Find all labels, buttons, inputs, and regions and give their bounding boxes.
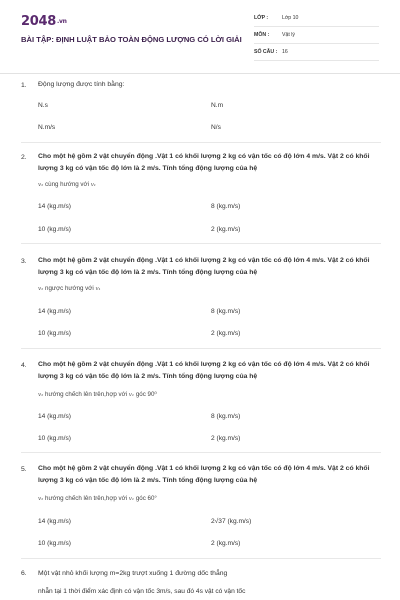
answer-option[interactable]: 14 (kg.m/s): [38, 308, 71, 315]
question-divider: [21, 243, 381, 244]
vector-v2-symbol: v₂: [38, 392, 44, 398]
meta-key-subject: MÔN :: [254, 32, 270, 38]
vector-v2-symbol: v₂: [38, 182, 44, 188]
question-divider: [21, 348, 381, 349]
question-number: 2.: [21, 154, 27, 161]
answer-option[interactable]: 10 (kg.m/s): [38, 540, 71, 547]
logo-suffix: .vn: [56, 18, 67, 25]
answer-option[interactable]: 8 (kg.m/s): [211, 413, 241, 420]
answer-option[interactable]: N.m: [211, 102, 224, 109]
answer-option[interactable]: 10 (kg.m/s): [38, 226, 71, 233]
answer-option[interactable]: N.s: [38, 102, 48, 109]
vector-v1-symbol: v₁: [128, 496, 135, 502]
question-condition: [38, 285, 101, 292]
answer-option[interactable]: 14 (kg.m/s): [38, 203, 71, 210]
question-condition: [38, 495, 157, 502]
header-divider: [0, 73, 400, 74]
vector-v2-symbol: v₂: [38, 496, 44, 502]
question-number: 6.: [21, 570, 27, 577]
meta-row-subject: [254, 29, 379, 44]
answer-option[interactable]: N/s: [211, 124, 221, 131]
meta-value-subject: Vật lý: [282, 32, 295, 38]
vector-v1-symbol: v₁: [128, 392, 135, 398]
answer-option[interactable]: 14 (kg.m/s): [38, 413, 71, 420]
meta-row-question-count: [254, 46, 379, 61]
page-title: BÀI TẬP: ĐỊNH LUẬT BẢO TOÀN ĐỘNG LƯỢNG CÓ LỜI GIẢI: [21, 35, 242, 44]
vector-v1-symbol: v₁: [90, 182, 96, 188]
answer-option[interactable]: 2 (kg.m/s): [211, 435, 241, 442]
question-divider: [21, 558, 381, 559]
condition-angle: góc 60°: [135, 495, 157, 502]
question-divider: [21, 142, 381, 143]
question-number: 5.: [21, 466, 27, 473]
document-header: [0, 0, 400, 70]
question-text: Cho một hệ gồm 2 vật chuyển động .Vật 1 có khối lượng 2 kg có vận tốc có độ lớn 4 m/s. Vật 2 có khối lượng 3 kg có vận tốc độ lớn là 2 m/s. Tính tổng động lượng của hệ: [38, 465, 370, 484]
question-number: 3.: [21, 258, 27, 265]
answer-option[interactable]: 2 (kg.m/s): [211, 226, 241, 233]
meta-key-question-count: SỐ CÂU :: [254, 49, 278, 55]
question-text: Cho một hệ gồm 2 vật chuyển động .Vật 1 có khối lượng 2 kg có vận tốc có độ lớn 4 m/s. Vật 2 có khối lượng 3 kg có vận tốc độ lớn là 2 m/s. Tính tổng động lượng của hệ: [38, 257, 370, 276]
vector-v1-symbol: v₁: [95, 286, 101, 292]
question-number: 4.: [21, 362, 27, 369]
answer-option[interactable]: 14 (kg.m/s): [38, 518, 71, 525]
question-text: Một vật nhỏ khối lượng m=2kg trượt xuống 1 đường dốc thẳng: [38, 570, 228, 577]
answer-option[interactable]: 8 (kg.m/s): [211, 308, 241, 315]
question-condition: [38, 181, 96, 188]
condition-text: cùng hướng với: [45, 181, 89, 188]
condition-text: ngược hướng với: [45, 285, 94, 292]
question-continuation: nhẵn tại 1 thời điểm xác định có vận tốc 3m/s, sau đó 4s vật có vận tốc: [38, 588, 246, 595]
answer-option[interactable]: 2 (kg.m/s): [211, 330, 241, 337]
question-condition: [38, 391, 157, 398]
answer-option[interactable]: 8 (kg.m/s): [211, 203, 241, 210]
question-text: Cho một hệ gồm 2 vật chuyển động .Vật 1 có khối lượng 2 kg có vận tốc có độ lớn 4 m/s. Vật 2 có khối lượng 3 kg có vận tốc độ lớn là 2 m/s. Tính tổng động lượng của hệ: [38, 153, 370, 172]
vector-v2-symbol: v₂: [38, 286, 44, 292]
condition-angle: góc 90⁰: [135, 391, 157, 398]
question-divider: [21, 452, 381, 453]
answer-option[interactable]: 2 (kg.m/s): [211, 540, 241, 547]
answer-option[interactable]: 10 (kg.m/s): [38, 435, 71, 442]
meta-value-class: Lớp 10: [282, 15, 299, 21]
question-text: Động lượng được tính bằng:: [38, 81, 125, 88]
answer-option[interactable]: 10 (kg.m/s): [38, 330, 71, 337]
answer-option[interactable]: N.m/s: [38, 124, 56, 131]
meta-key-class: LỚP :: [254, 15, 269, 21]
meta-row-class: [254, 12, 379, 27]
question-text: Cho một hệ gồm 2 vật chuyển động .Vật 1 có khối lượng 2 kg có vận tốc có độ lớn 4 m/s. Vật 2 có khối lượng 3 kg có vận tốc độ lớn là 2 m/s. Tính tổng động lượng của hệ: [38, 361, 370, 380]
condition-text: hướng chếch lên trên,hợp với: [45, 495, 128, 502]
site-logo[interactable]: [21, 14, 67, 29]
logo-text: 2048: [21, 14, 56, 29]
meta-value-question-count: 16: [282, 49, 288, 55]
document-meta: [254, 12, 379, 63]
question-number: 1.: [21, 82, 27, 89]
answer-option[interactable]: 2√37 (kg.m/s): [211, 518, 252, 525]
condition-text: hướng chếch lên trên,hợp với: [45, 391, 128, 398]
